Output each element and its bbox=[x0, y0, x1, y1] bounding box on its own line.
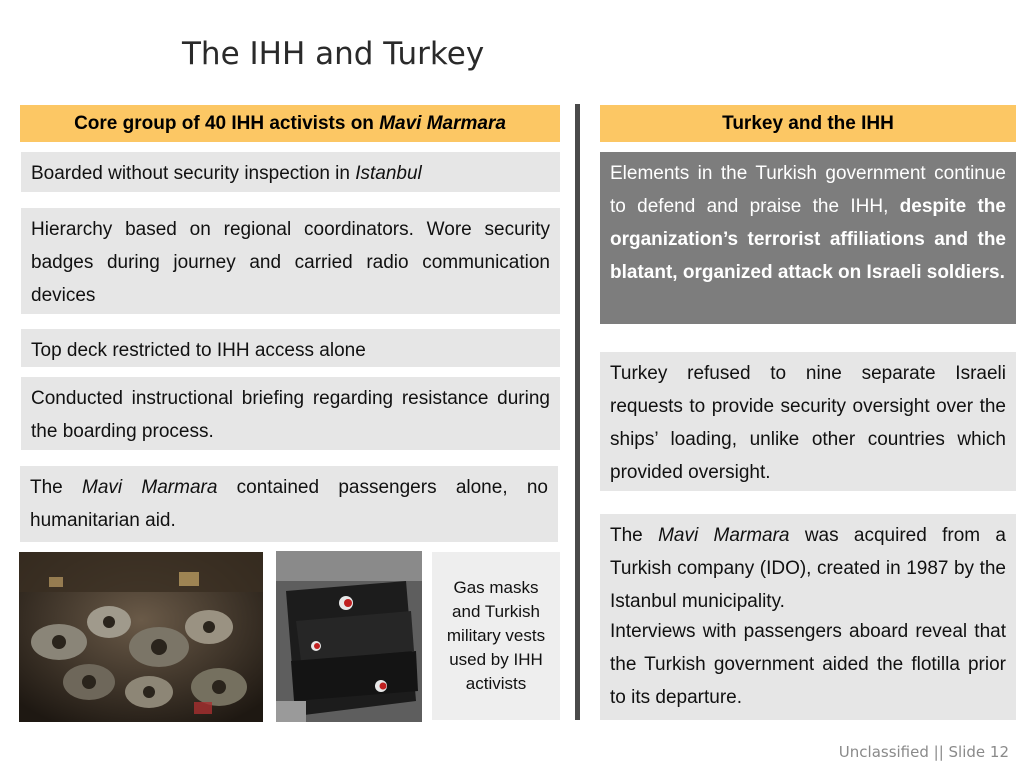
right-box-3-text: The bbox=[610, 525, 659, 546]
left-item-3 bbox=[21, 329, 560, 367]
right-box-3-italic: Mavi Marmara bbox=[658, 525, 790, 546]
left-item-5 bbox=[20, 466, 558, 542]
left-item-4-text: Conducted instructional briefing regarding resistance during the boarding process. bbox=[31, 388, 550, 442]
column-divider bbox=[575, 104, 580, 720]
left-item-5-text-end: contained passengers alone, no humanitarian aid. bbox=[30, 477, 548, 531]
left-header-ship: Mavi Marmara bbox=[379, 112, 506, 134]
left-item-3-text: Top deck restricted to IHH access alone bbox=[31, 340, 366, 361]
right-box-3-part-1 bbox=[610, 519, 1006, 615]
left-item-1 bbox=[21, 152, 560, 192]
left-item-2 bbox=[21, 208, 560, 314]
photo-caption: Gas masks and Turkish military vests used by IHH activists bbox=[432, 552, 560, 720]
left-header-text: Core group of 40 IHH activists on bbox=[74, 112, 374, 134]
left-item-4 bbox=[21, 377, 560, 450]
right-dark-box-bold: despite the organization’s terrorist affiliations and the blatant, organized attack on Israeli soldiers. bbox=[610, 196, 1006, 283]
right-dark-box bbox=[600, 152, 1016, 324]
vests-photo bbox=[276, 551, 422, 722]
left-item-1-italic: Istanbul bbox=[355, 163, 422, 184]
vests-image bbox=[276, 551, 422, 722]
right-box-3 bbox=[600, 514, 1016, 720]
right-header: Turkey and the IHH bbox=[600, 105, 1016, 142]
gas-masks-photo bbox=[19, 552, 263, 722]
left-item-2-text: Hierarchy based on regional coordinators. Wore security badges during journey and carried radio communication devices bbox=[31, 219, 550, 306]
gas-masks-image bbox=[19, 552, 263, 722]
right-box-3-part-2: Interviews with passengers aboard reveal that the Turkish government aided the flotilla prior to its departure. bbox=[610, 621, 1006, 708]
slide-footer: Unclassified || Slide 12 bbox=[838, 743, 1009, 761]
left-item-1-text: Boarded without security inspection in bbox=[31, 163, 356, 184]
left-item-5-text: The bbox=[30, 477, 83, 498]
right-box-2 bbox=[600, 352, 1016, 491]
left-item-5-italic: Mavi Marmara bbox=[82, 477, 218, 498]
slide-title: The IHH and Turkey bbox=[182, 36, 485, 72]
right-box-2-text: Turkey refused to nine separate Israeli requests to provide security oversight over the ships’ loading, unlike other countries which provided oversight. bbox=[610, 363, 1006, 483]
right-dark-box-text: Elements in the Turkish government continue to defend and praise the IHH, bbox=[610, 163, 1006, 217]
left-header bbox=[20, 105, 560, 142]
right-box-3-text-end: was acquired from a Turkish company (IDO), created in 1987 by the Istanbul municipality. bbox=[610, 525, 1006, 612]
